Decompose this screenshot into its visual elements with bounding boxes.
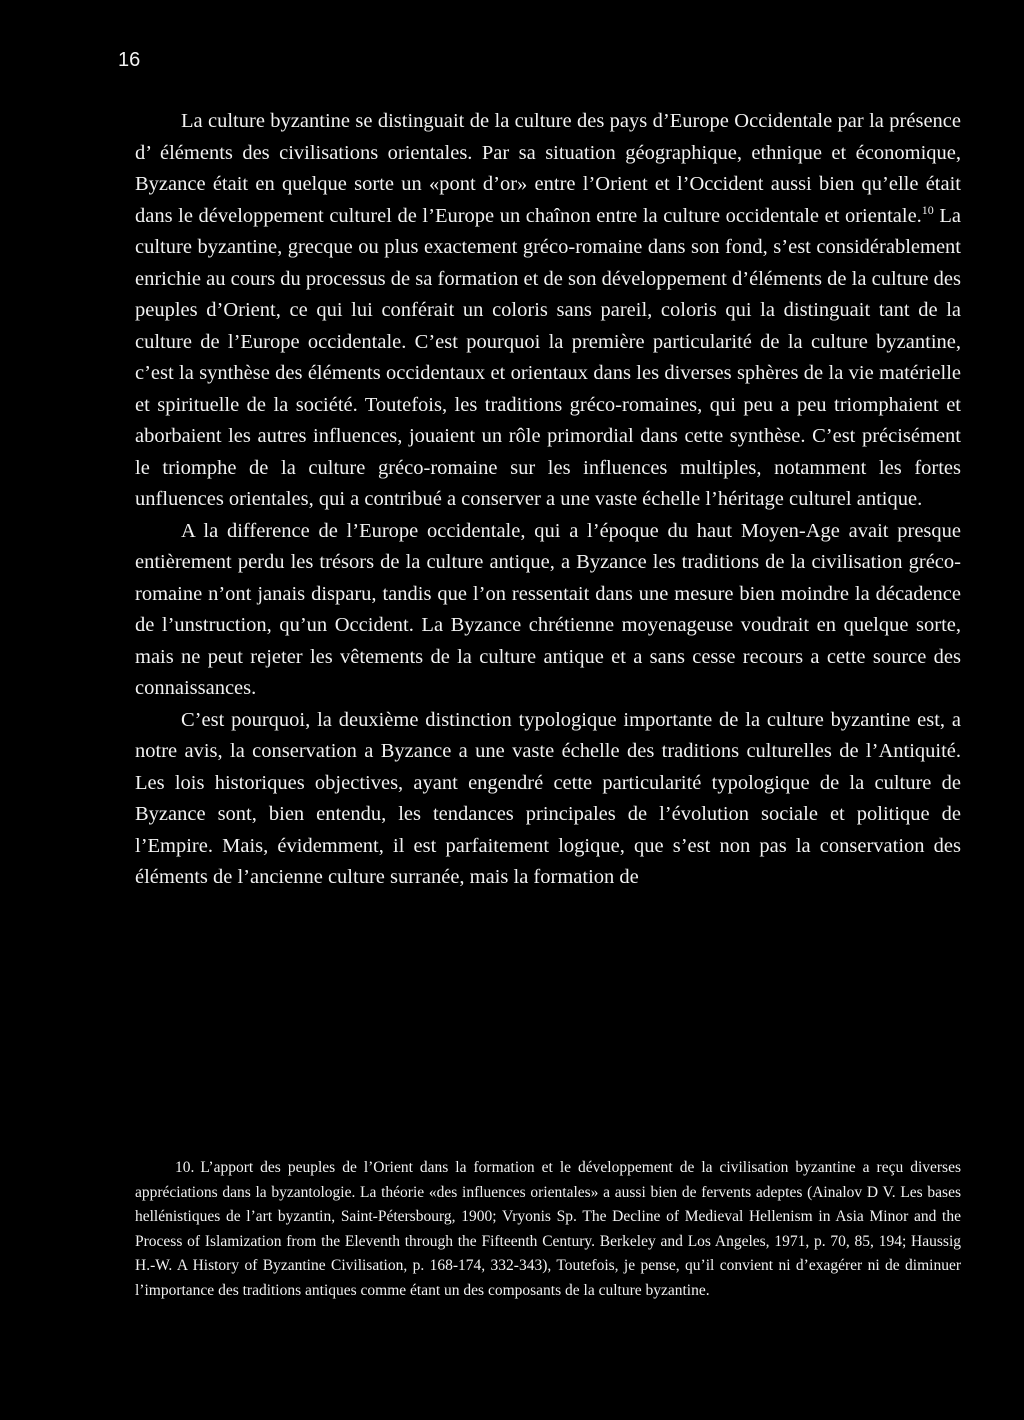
paragraph-1 [135,106,961,516]
page-number: 16 [118,49,141,71]
footnote [135,1156,961,1304]
footnote-number: 10. [175,1159,195,1176]
paragraph-3: C’est pourquoi, la deuxième distinction typologique importante de la culture byzantine est, a notre avis, la conservation a Byzance a une vaste échelle des traditions culturelles de l’Antiquité. Les lois historiques objectives, ayant engendré cette particularité typologique de la culture de Byzance sont, bien entendu, les tendances principales de l’évolution sociale et politique de l’Empire. Mais, évidemment, il est parfaitement logique, que s’est non pas la conservation des éléments de l’ancienne culture surranée, mais la formation de [135,708,961,888]
main-text [135,106,961,894]
paragraph-1-text-after-note: La culture byzantine, grecque ou plus exactement gréco-romaine dans son fond, s’est considérablement enrichie au cours du processus de sa formation et de son développement d’éléments de la culture des peuples d’Orient, ce qui lui conférait un coloris sans pareil, coloris qui la distinguait tant de la culture de l’Europe occidentale. C’est pourquoi la première particularité de la culture byzantine, c’est la synthèse des éléments occidentaux et orientaux dans les diverses sphères de la vie matérielle et spirituelle de la société. Toutefois, les traditions gréco-romaines, qui peu a peu triomphaient et aborbaient les autres influences, jouaient un rôle primordial dans cette synthèse. C’est précisément le triomphe de la culture gréco-romaine sur les influences multiples, notamment les fortes unfluences orientales, qui a contribué a conserver a une vaste échelle l’héritage culturel antique. [135,204,961,510]
footnote-text: L’apport des peuples de l’Orient dans la formation et le développement de la civilisation byzantine a reçu diverses appréciations dans la byzantologie. La théorie «des influences orientales» a aussi bien de fervents adeptes (Ainalov D V. Les bases hellénistiques de l’art byzantin, Saint-Pétersbourg, 1900; Vryonis Sp. The Decline of Medieval Hellenism in Asia Minor and the Process of Islamization from the Eleventh through the Fifteenth Century. Berkeley and Los Angeles, 1971, p. 70, 85, 194; Haussig H.-W. A History of Byzantine Civilisation, p. 168-174, 332-343), Toutefois, je pense, qu’il convient ni d’exagérer ni de diminuer l’importance des traditions antiques comme étant un des composants de la culture byzantine. [135,1159,961,1299]
footnote-reference[interactable]: 10 [921,202,934,217]
paragraph-2: A la difference de l’Europe occidentale, qui a l’époque du haut Moyen-Age avait presque entièrement perdu les trésors de la culture antique, a Byzance les traditions de la civilisation gréco-romaine n’ont janais disparu, tandis que l’on ressentait dans une mesure bien moindre la décadence de l’unstruction, qu’un Occident. La Byzance chrétienne moyenageuse voudrait en quelque sorte, mais ne peut rejeter les vêtements de la culture antique et a sans cesse recours a cette source des connaissances. [135,519,961,699]
paragraph-1-text-before-note: La culture byzantine se distinguait de la culture des pays d’Europe Occidentale par la présence d’ éléments des civilisations orientales. Par sa situation géographique, ethnique et économique, Byzance était en quelque sorte un «pont d’or» entre l’Orient et l’Occident aussi bien qu’elle était dans le développement culturel de l’Europe un chaînon entre la culture occidentale et orientale. [135,110,961,227]
